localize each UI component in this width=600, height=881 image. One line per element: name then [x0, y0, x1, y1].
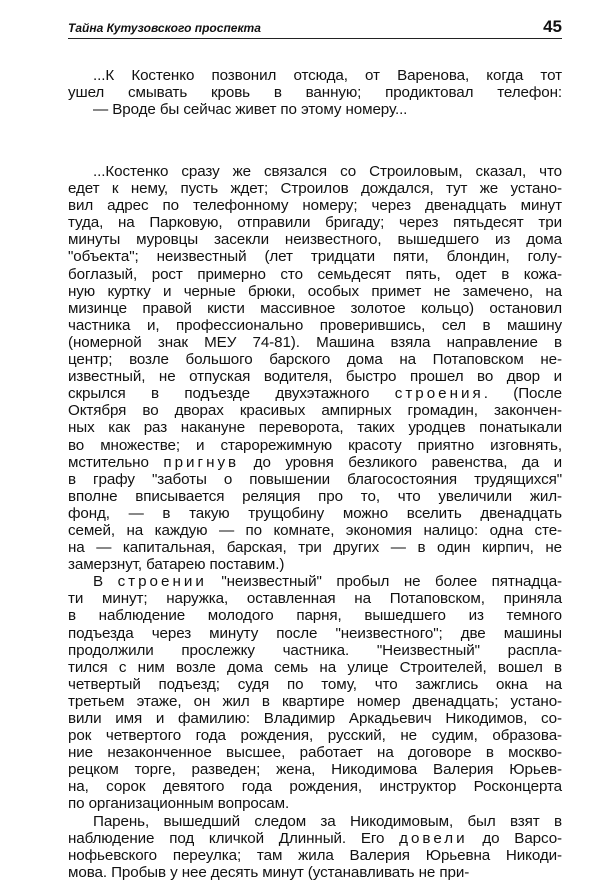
- main-text: [68, 163, 562, 881]
- text-line: нофьевского переулка; там жила Валерия Юрьевна Никоди-: [68, 846, 562, 864]
- text-line: [68, 830, 562, 847]
- text-line: туда, на Парковую, отправили бригаду; через пятьдесят три: [68, 214, 562, 232]
- text-line: на — капитальная, барская, три других — в один кирпич, не: [68, 539, 562, 557]
- text-line: [68, 573, 562, 590]
- text-line: ...К Костенко позвонил отсюда, от Варенова, когда тот: [93, 67, 562, 84]
- text-segment: наблюдение под кличкой Длинный. Его: [68, 829, 400, 847]
- text-segment: "неизвестный" пробыл не более пятнадца-: [206, 573, 562, 591]
- spaced-emphasis: строения: [394, 385, 484, 403]
- text-line: (номерной знак МЕУ 74-81). Машина взяла направление в: [68, 333, 562, 351]
- text-line: частника и, профессионально проверившись, сел в машину: [68, 316, 562, 334]
- spaced-emphasis: пригнув: [163, 453, 240, 471]
- text-line: фонд, — в такую трущобину можно вселить двенадцать: [68, 504, 562, 522]
- text-line: семей, на каждую — по комнате, экономия налицо: одна сте-: [68, 521, 562, 539]
- text-line: едет к нему, пусть ждет; Строилов дождался, тут же устано-: [68, 180, 562, 198]
- text-line: на, сорок девятого года рождения, инструктор Росконцерта: [68, 778, 562, 796]
- text-segment: до Варсо-: [467, 829, 563, 847]
- text-line: по организационным вопросам.: [68, 795, 290, 813]
- text-line: [68, 385, 562, 402]
- text-line: во множестве; и старорежимную красоту приятно изговнять,: [68, 436, 562, 454]
- text-line: боглазый, рост примерно сто семьдесят пять, одет в кожа-: [68, 265, 562, 283]
- text-line: в наблюдение молодого парня, вышедшего из темного: [68, 607, 562, 625]
- text-line: тился с ним возле дома семь на улице Строителей, вошел в: [68, 658, 562, 676]
- text-line: замерзнут, батарею поставим.): [68, 556, 285, 574]
- text-line: вили имя и фамилию: Владимир Аркадьевич Никодимов, со-: [68, 710, 562, 727]
- text-line: вполне вписывается реляция про то, что увеличили жил-: [68, 487, 562, 505]
- text-line: ние незаконченное высшее, работает на договоре в москво-: [68, 744, 562, 762]
- text-line: ти минут; наружка, оставленная на Потаповском, приняла: [68, 590, 562, 608]
- text-line: [68, 454, 562, 471]
- page-number: 45: [543, 17, 562, 36]
- text-line: минуты муровцы засекли неизвестного, вышедшего из дома: [68, 231, 562, 249]
- text-line: мова. Пробыв у нее десять минут (устанавливать не при-: [68, 863, 470, 881]
- text-segment: В: [93, 573, 118, 591]
- text-line: рецком торге, разведен; жена, Никодимова Валерия Юрьев-: [68, 761, 562, 779]
- running-title: Тайна Кутузовского проспекта: [68, 21, 261, 35]
- running-header: [68, 17, 562, 39]
- text-line: "объекта"; неизвестный (лет тридцати пяти, блондин, голу-: [68, 248, 562, 266]
- spaced-emphasis: довели: [399, 829, 468, 847]
- text-line: центр; возле большого барского дома на Потаповском не-: [68, 351, 562, 369]
- paragraph-intro: [68, 67, 562, 118]
- text-line: рок четвертого года рождения, русский, не судим, образова-: [68, 727, 562, 745]
- text-line: подъезда через минуту после "неизвестного"; две машины: [68, 624, 562, 642]
- text-line: ную куртку и черные брюки, особых примет не замечено, на: [68, 282, 562, 300]
- text-line: — Вроде бы сейчас живет по этому номеру...: [93, 101, 408, 119]
- text-segment: скрылся в подъезде двухэтажного: [68, 385, 395, 403]
- text-line: известный, не отпуская водителя, быстро прошел во двор и: [68, 368, 562, 386]
- text-line: в графу "заботы о повышении благосостояния трудящихся": [68, 470, 562, 488]
- spaced-emphasis: строении: [117, 573, 207, 591]
- text-segment: . (После: [483, 385, 562, 403]
- text-line: вил адрес по телефонному номеру; через двенадцать минут: [68, 197, 562, 215]
- text-segment: мстительно: [68, 453, 164, 471]
- text-line: четвертый подъезд; судя по тому, что зажглись окна на: [68, 675, 562, 693]
- text-line: Октября во дворах красивых ампирных громадин, закончен-: [68, 402, 562, 420]
- text-line: мизинце правой кисти массивное золотое кольцо) остановил: [68, 299, 562, 317]
- text-segment: до уровня безликого равенства, да и: [239, 453, 562, 471]
- text-line: ...Костенко сразу же связался со Строиловым, сказал, что: [93, 163, 562, 180]
- text-line: Парень, вышедший следом за Никодимовым, был взят в: [93, 812, 562, 830]
- text-line: третьем этаже, он жил в квартире номер двенадцать; устано-: [68, 692, 562, 710]
- text-line: ных как раз накануне переворота, таких уродцев понатыкали: [68, 419, 562, 437]
- text-line: ушел смывать кровь в ванную; продиктовал телефон:: [68, 84, 562, 102]
- text-line: продолжили прослежку частника. "Неизвестный" распла-: [68, 641, 562, 659]
